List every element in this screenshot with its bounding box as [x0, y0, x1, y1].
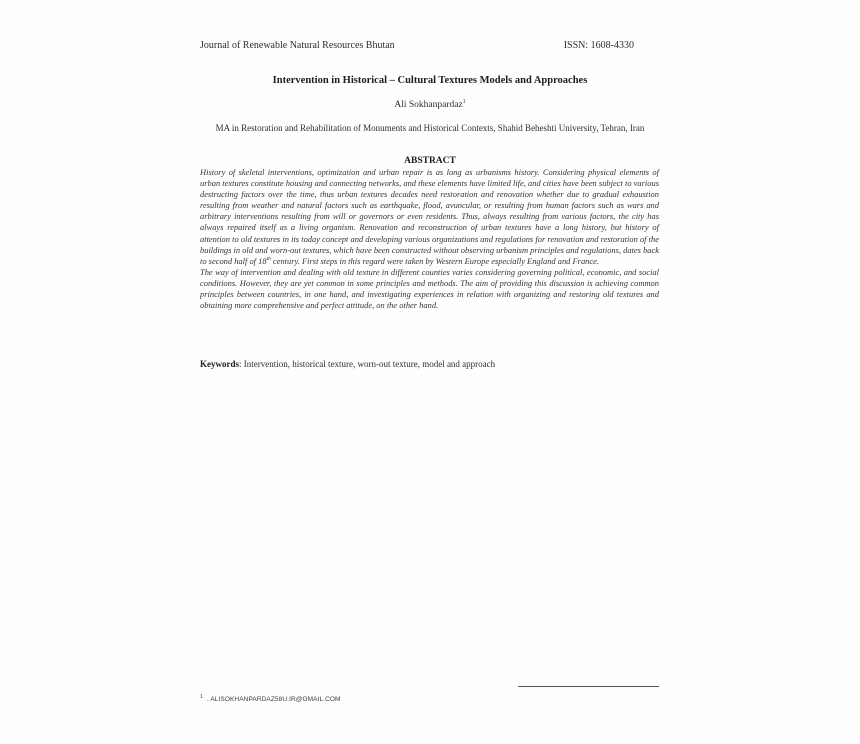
author-footnote-mark: 1: [462, 99, 466, 105]
running-header: [200, 40, 634, 54]
footnote-mark: 1: [200, 694, 203, 700]
abstract-heading: ABSTRACT: [404, 156, 456, 166]
abstract-body: [200, 167, 659, 311]
author-affiliation: MA in Restoration and Rehabilitation of Monuments and Historical Contexts, Shahid Beheshti University, Tehran, Iran: [215, 123, 645, 133]
author-name: Ali Sokhanpardaz: [394, 100, 463, 111]
keywords-label: Keywords: [200, 359, 239, 369]
footnote: [200, 694, 500, 703]
keywords-line: [200, 359, 659, 369]
author-line: [200, 99, 660, 110]
abstract-paragraph: [200, 167, 659, 267]
paper-title: Intervention in Historical – Cultural Textures Models and Approaches: [272, 75, 588, 86]
footnote-email: . ALISOKHANPARDAZ58U.IR@GMAIL.COM: [206, 696, 341, 704]
ordinal-superscript: th: [266, 255, 271, 262]
abstract-text: century. First steps in this regard were taken by Western Europe especially England and France.: [270, 255, 599, 266]
abstract-paragraph: The way of intervention and dealing with old texture in different counties varies considering governing political, economic, and social conditions. However, they are yet common in some principles and methods. The aim of providing this discussion is achieving common principles between countries, in one hand, and investigating experiences in relation with organizing and restoring old textures and obtaining more comprehensive and perfect attitude, on the other hand.: [200, 266, 659, 311]
journal-name: Journal of Renewable Natural Resources Bhutan: [200, 40, 395, 51]
footnote-divider: [518, 686, 659, 687]
issn-number: ISSN: 1608-4330: [563, 40, 634, 51]
abstract-text: History of skeletal interventions, optimization and urban repair is as long as urbanisms history. Considering physical elements of urban textures constitute housing and connecting networks, and these elements have limited life, and cities have been subject to various destructing factors over the time, thus urban textures decades need restoration and renovation whether due to gradual exhaustion resulting from weather and natural factors such as earthquake, flood, avuncular, or resulting from human factors such as wars and arbitrary interventions resulting from will or governors or even residents. Thus, always resulting from various factors, the city has always repaired itself as a living organism. Renovation and reconstruction of urban textures have a long history, but history of attention to old textures in its today concept and developing various organizations and regulations for renovation and restoration of the buildings in old and worn-out textures, which have been constructed without observing urbanism principles and regulations, dates back to second half of 18: [200, 167, 659, 266]
keywords-text: : Intervention, historical texture, worn-out texture, model and approach: [239, 359, 496, 369]
